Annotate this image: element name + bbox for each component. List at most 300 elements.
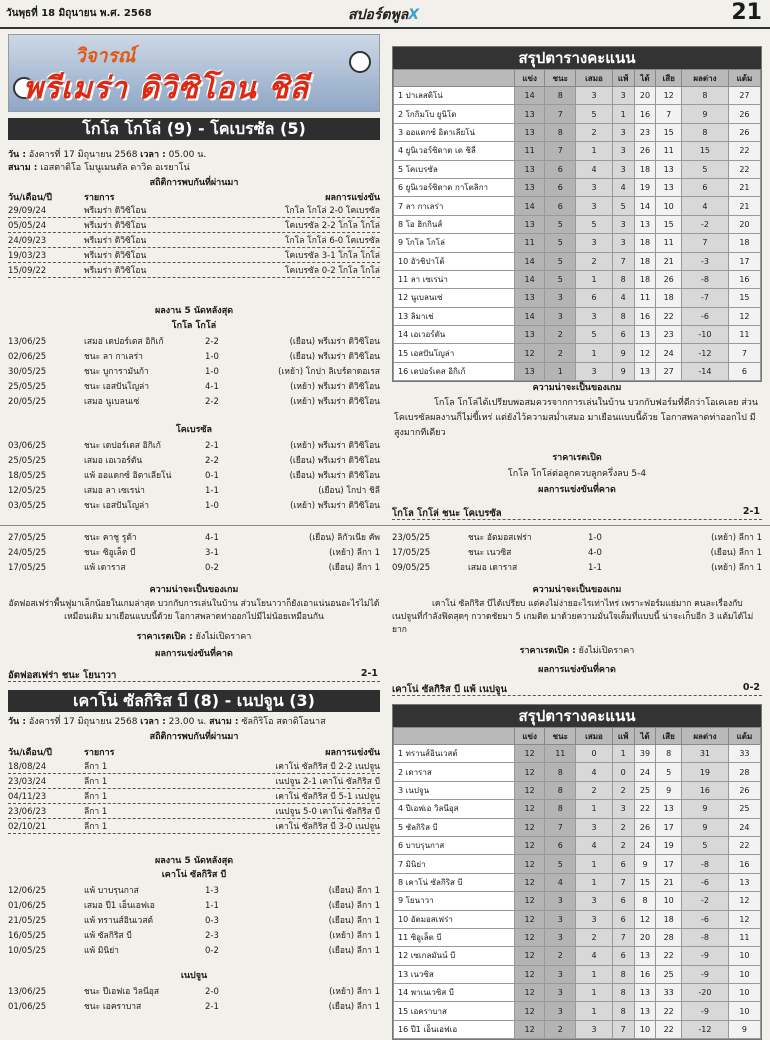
stat-cell: 12: [728, 307, 760, 325]
prev-predictionA: อัตฟอสเฟร่า ชนะ โยนาวา 2-1: [8, 668, 378, 681]
form-venue: (เยือน) ลีกา 1: [328, 563, 380, 573]
col-header: ชนะ: [545, 70, 576, 87]
prev-analysisA-title: ความน่าจะเป็นของเกม: [149, 585, 239, 595]
form-row: [392, 532, 762, 545]
stat-cell: 25: [656, 965, 682, 983]
form-date: 23/05/25: [392, 533, 431, 543]
standings-header-row: [394, 70, 761, 87]
stat-cell: 7: [682, 234, 729, 252]
stat-cell: 2: [545, 1020, 576, 1038]
stat-cell: 8: [612, 984, 634, 1002]
stat-cell: -3: [682, 252, 729, 270]
team-name: 12 นูเบลนเซ่: [394, 289, 515, 307]
prev-analysisA: อัตฟอสเฟร่าพื้นฟูมาเล็กน้อยในเกมล่าสุด บวกกับการเล่นในบ้าน ส่วนโยนาวาก็ยังเอาแน่นอนอะไรไม่ได้เหมือนเดิม มาเยือนแบบนี้ด้วย โอกาสพลาดท่าออกไปมีไม่น้อยเหมือนกัน: [8, 599, 380, 622]
header-divider: [0, 27, 770, 29]
stat-cell: 2: [612, 836, 634, 854]
h2h-competition: ลีกา 1: [84, 762, 108, 772]
match1-pred-title: ผลการแข่งขันที่คาด: [538, 485, 616, 495]
col-header: ได้: [634, 728, 656, 745]
form-date: 16/05/25: [8, 931, 47, 941]
col-header: แพ้: [612, 70, 634, 87]
standings-row: [394, 87, 761, 105]
form-opponent: ชนะ คาชู รูต้า: [84, 533, 137, 543]
h2h-result: เคาโน่ ซัลกิริส บี 3-0 เนปจูน: [275, 822, 380, 832]
stat-cell: 12: [515, 984, 545, 1002]
match1-title: โกโล โกโล่ (9) - โคเบรซัล (5): [8, 118, 380, 140]
stat-cell: 7: [545, 105, 576, 123]
prev-predictionB: เคาโน่ ซัลกิริส บี แพ้ เนปจูน 0-2: [392, 682, 760, 695]
stat-cell: 3: [545, 1002, 576, 1020]
form-score: 2-2: [205, 397, 219, 407]
stat-cell: 8: [545, 123, 576, 141]
standings-grid: [393, 727, 761, 1039]
stat-cell: 0: [576, 745, 612, 763]
team-name: 4 ยูนิเวอร์ซิดาด เด ชิลี: [394, 142, 515, 160]
stat-cell: 3: [545, 910, 576, 928]
form-date: 13/06/25: [8, 987, 47, 997]
col-header: แพ้: [612, 728, 634, 745]
team-name: 15 เอคราบาส: [394, 1002, 515, 1020]
form-score: 4-0: [588, 548, 602, 558]
standings-row: [394, 855, 761, 873]
stat-cell: 1: [545, 362, 576, 380]
form-opponent: เสมอ ปี1 เอ็นเอฟเอ: [84, 901, 155, 911]
form-score: 0-2: [205, 563, 219, 573]
stat-cell: 20: [728, 215, 760, 233]
stat-cell: 10: [656, 197, 682, 215]
h2h-row: [8, 220, 380, 233]
stat-cell: 8: [612, 965, 634, 983]
form-row: [8, 945, 380, 958]
team-col-header: [394, 70, 515, 87]
stat-cell: 13: [634, 215, 656, 233]
h2h-competition: พรีเมร่า ดิวิซิโอน: [84, 251, 147, 261]
standings-table-lithuania: [392, 704, 762, 1040]
stat-cell: 18: [634, 160, 656, 178]
stat-cell: 17: [728, 252, 760, 270]
stat-cell: 18: [656, 289, 682, 307]
team-name: 5 โคเบรซัล: [394, 160, 515, 178]
stat-cell: 16: [634, 307, 656, 325]
form-venue: (เหย้า) ลีกา 1: [329, 931, 380, 941]
stat-cell: 9: [682, 818, 729, 836]
stat-cell: 13: [515, 289, 545, 307]
stat-cell: 22: [656, 1020, 682, 1038]
stat-cell: 3: [545, 928, 576, 946]
h2h-row: [8, 776, 380, 789]
stat-cell: 8: [545, 87, 576, 105]
form-opponent: แพ้ บาบรุนกาส: [84, 886, 139, 896]
stat-cell: 26: [728, 781, 760, 799]
stat-cell: 14: [515, 270, 545, 288]
col-header: แข่ง: [515, 728, 545, 745]
form-opponent: ชนะ ปีเอฟเอ วิลนีอุส: [84, 987, 160, 997]
h2h-competition: ลีกา 1: [84, 822, 108, 832]
stat-cell: 12: [515, 965, 545, 983]
stat-cell: 1: [576, 873, 612, 891]
stat-cell: 12: [515, 910, 545, 928]
form-venue: (เหย้า) พรีเมร่า ดิวิซิโอน: [290, 397, 380, 407]
form-score: 4-1: [205, 533, 219, 543]
form-opponent: แพ้ ออแดกซ์ อิตาเลียโน่: [84, 471, 172, 481]
stat-cell: 3: [576, 818, 612, 836]
form-opponent: ชนะ เดปอร์เตส อิกิเก้: [84, 441, 161, 451]
stat-cell: 22: [656, 1002, 682, 1020]
magazine-logo: สปอร์ตพูลX: [348, 7, 420, 23]
stat-cell: 6: [612, 855, 634, 873]
form-venue: (เหย้า) พรีเมร่า ดิวิซิโอน: [290, 382, 380, 392]
form-date: 27/05/25: [8, 533, 47, 543]
col-header: ชนะ: [545, 728, 576, 745]
prev-analysisB-title: ความน่าจะเป็นของเกม: [532, 585, 622, 595]
form-row: [8, 915, 380, 928]
stat-cell: 9: [612, 362, 634, 380]
stat-cell: 1: [576, 855, 612, 873]
stat-cell: 18: [634, 270, 656, 288]
form-opponent: ชนะ เนวซิส: [468, 548, 512, 558]
match2-h2h-header: วัน/เดือน/ปี รายการ ผลการแข่งขัน: [8, 748, 380, 758]
form-row: [8, 336, 380, 349]
form-opponent: ชนะ เอสปันโญล่า: [84, 501, 150, 511]
stat-cell: 6: [728, 362, 760, 380]
h2h-date: 29/09/24: [8, 206, 47, 216]
form-row: [8, 485, 380, 498]
stat-cell: -9: [682, 947, 729, 965]
h2h-date: 23/03/24: [8, 777, 47, 787]
stat-cell: 5: [576, 326, 612, 344]
stat-cell: 6: [545, 178, 576, 196]
stat-cell: 4: [576, 763, 612, 781]
form-row: [8, 500, 380, 513]
stat-cell: 13: [515, 215, 545, 233]
col-header: เสมอ: [576, 728, 612, 745]
form-date: 13/06/25: [8, 337, 47, 347]
stat-cell: 6: [545, 160, 576, 178]
stat-cell: 24: [634, 836, 656, 854]
form-opponent: ชนะ ซิอูเล็ต บี: [84, 548, 136, 558]
standings-row: [394, 873, 761, 891]
stat-cell: 2: [576, 123, 612, 141]
stat-cell: 3: [545, 892, 576, 910]
team-name: 10 อัวชิปาโต้: [394, 252, 515, 270]
team-col-header: [394, 728, 515, 745]
stat-cell: 3: [612, 87, 634, 105]
stat-cell: 5: [545, 855, 576, 873]
stat-cell: 9: [682, 800, 729, 818]
stat-cell: 2: [612, 818, 634, 836]
stat-cell: 12: [515, 855, 545, 873]
stat-cell: 20: [634, 87, 656, 105]
form-row: [8, 547, 380, 560]
page-date: วันพุธที่ 18 มิถุนายน พ.ศ. 2568: [6, 8, 152, 19]
match2-teamB-label: เนปจูน: [180, 971, 208, 981]
stat-cell: 31: [682, 745, 729, 763]
stat-cell: 5: [576, 105, 612, 123]
standings-row: [394, 984, 761, 1002]
form-venue: (เยือน) โกปา ชิลี: [318, 486, 380, 496]
team-name: 4 ปีเอฟเอ วิลนีอุส: [394, 800, 515, 818]
stat-cell: 12: [728, 892, 760, 910]
stat-cell: -9: [682, 1002, 729, 1020]
stat-cell: 5: [682, 160, 729, 178]
h2h-result: โกโล โกโล่ 2-0 โคเบรซัล: [284, 206, 380, 216]
stat-cell: 12: [515, 836, 545, 854]
form-venue: (เหย้า) พรีเมร่า ดิวิซิโอน: [290, 441, 380, 451]
stat-cell: 21: [656, 252, 682, 270]
form-opponent: เสมอ เดาราส: [468, 563, 518, 573]
standings-row: [394, 178, 761, 196]
h2h-competition: พรีเมร่า ดิวิซิโอน: [84, 266, 147, 276]
stat-cell: 18: [634, 234, 656, 252]
form-venue: (เหย้า) ลีกา 1: [711, 563, 762, 573]
team-name: 2 โกกิมโบ ยูนิโด: [394, 105, 515, 123]
form-opponent: แพ้ ทรานส์อินเวสต์: [84, 916, 154, 926]
stat-cell: 11: [515, 142, 545, 160]
h2h-row: [8, 791, 380, 804]
form-venue: (เยือน) ลีกา 1: [710, 548, 762, 558]
stat-cell: 9: [728, 1020, 760, 1038]
form-date: 10/05/25: [8, 946, 47, 956]
team-name: 1 ปาเลสติโน่: [394, 87, 515, 105]
stat-cell: 1: [612, 105, 634, 123]
team-name: 3 เนปจูน: [394, 781, 515, 799]
league-banner: [8, 34, 380, 112]
stat-cell: 0: [612, 763, 634, 781]
stat-cell: 3: [545, 984, 576, 1002]
stat-cell: 18: [656, 910, 682, 928]
form-row: [8, 885, 380, 898]
stat-cell: 11: [634, 289, 656, 307]
match1-odds-title: ราคาเรตเปิด: [552, 453, 602, 463]
form-date: 01/06/25: [8, 1002, 47, 1012]
stat-cell: 6: [545, 836, 576, 854]
form-venue: (เยือน) พรีเมร่า ดิวิซิโอน: [289, 456, 380, 466]
stat-cell: 19: [656, 836, 682, 854]
stat-cell: 12: [515, 928, 545, 946]
prev-analysisB: เคาโน่ ซัลกิริส บีได้เปรียบ แต่คงไม่ง่ายอะไรเท่าไหร่ เพราะฟอร์มแย่มาก คนละเรื่องกับเนปจูนที่กำลังฟิตสุดๆ กวาดชัยมา 5 เกมติด มาด้วยความมั่นใจเต็มที่แบบนี้ น่าจะเก็บอีก 3 แต้มได้ไม่ยาก: [392, 599, 754, 635]
stat-cell: 24: [728, 818, 760, 836]
form-row: [392, 547, 762, 560]
standings-row: [394, 818, 761, 836]
stat-cell: 1: [576, 270, 612, 288]
stat-cell: 13: [515, 362, 545, 380]
stat-cell: 13: [515, 105, 545, 123]
form-date: 18/05/25: [8, 471, 47, 481]
team-name: 11 ลา เซเรน่า: [394, 270, 515, 288]
stat-cell: 13: [634, 947, 656, 965]
form-date: 02/06/25: [8, 352, 47, 362]
stat-cell: 2: [612, 781, 634, 799]
banner-title: พรีเมร่า ดิวิซิโอน ชิลี: [23, 71, 309, 106]
team-name: 14 เอเวอร์ตัน: [394, 326, 515, 344]
h2h-competition: พรีเมร่า ดิวิซิโอน: [84, 206, 147, 216]
form-date: 25/05/25: [8, 382, 47, 392]
stat-cell: 9: [612, 344, 634, 362]
h2h-row: [8, 761, 380, 774]
team-name: 15 เอสปันโญล่า: [394, 344, 515, 362]
stat-cell: -9: [682, 965, 729, 983]
stat-cell: -12: [682, 1020, 729, 1038]
stat-cell: 22: [656, 947, 682, 965]
standings-row: [394, 745, 761, 763]
stat-cell: 1: [576, 142, 612, 160]
standings-row: [394, 1020, 761, 1038]
h2h-row: [8, 235, 380, 248]
stat-cell: 26: [634, 818, 656, 836]
stat-cell: 27: [728, 87, 760, 105]
stat-cell: -8: [682, 855, 729, 873]
stat-cell: 13: [634, 326, 656, 344]
h2h-result: โคเบรซัล 0-2 โกโล โกโล่: [284, 266, 380, 276]
stat-cell: 22: [728, 836, 760, 854]
h2h-date: 04/11/23: [8, 792, 47, 802]
stat-cell: 4: [612, 178, 634, 196]
standings-row: [394, 362, 761, 380]
form-score: 2-3: [205, 931, 219, 941]
stat-cell: 12: [634, 910, 656, 928]
team-name: 6 ยูนิเวอร์ซิดาด กาโตลิกา: [394, 178, 515, 196]
stat-cell: 3: [612, 215, 634, 233]
stat-cell: 12: [515, 1002, 545, 1020]
h2h-row: [8, 205, 380, 218]
section-divider: [0, 525, 770, 526]
match2-teamA-label: เคาโน่ ซัลกิริส บี: [161, 870, 227, 880]
stat-cell: 3: [576, 362, 612, 380]
team-name: 2 เดาราส: [394, 763, 515, 781]
standings-row: [394, 307, 761, 325]
team-name: 5 ซัลกิริส บี: [394, 818, 515, 836]
h2h-row: [8, 821, 380, 834]
stat-cell: 15: [728, 289, 760, 307]
standings-row: [394, 123, 761, 141]
football-icon: [349, 51, 371, 73]
stat-cell: 13: [515, 326, 545, 344]
stat-cell: 24: [634, 763, 656, 781]
form-row: [8, 986, 380, 999]
stat-cell: 17: [656, 855, 682, 873]
standings-row: [394, 763, 761, 781]
stat-cell: 12: [728, 910, 760, 928]
form-opponent: ชนะ บูการามันก้า: [84, 367, 149, 377]
stat-cell: 7: [545, 818, 576, 836]
h2h-result: โคเบรซัล 3-1 โกโล โกโล่: [284, 251, 380, 261]
stat-cell: 4: [545, 873, 576, 891]
stat-cell: 12: [515, 344, 545, 362]
stat-cell: 7: [545, 142, 576, 160]
stat-cell: 3: [612, 234, 634, 252]
stat-cell: 3: [576, 1020, 612, 1038]
stat-cell: -12: [682, 344, 729, 362]
h2h-result: โกโล โกโล่ 6-0 โคเบรซัล: [284, 236, 380, 246]
standings-row: [394, 234, 761, 252]
team-name: 13 ลิมาเช่: [394, 307, 515, 325]
stat-cell: 16: [728, 855, 760, 873]
stat-cell: 15: [634, 873, 656, 891]
team-name: 16 เดปอร์เตส อิกิเก้: [394, 362, 515, 380]
stat-cell: 10: [728, 984, 760, 1002]
stat-cell: 2: [545, 344, 576, 362]
prev-predB-title: ผลการแข่งขันที่คาด: [538, 665, 616, 675]
stat-cell: 12: [515, 947, 545, 965]
match2-last5-title: ผลงาน 5 นัดหลังสุด: [154, 856, 234, 866]
stat-cell: 18: [728, 234, 760, 252]
form-venue: (เหย้า) พรีเมร่า ดิวิซิโอน: [290, 501, 380, 511]
stat-cell: 11: [728, 928, 760, 946]
h2h-result: เนปจูน 5-0 เคาโน่ ซัลกิริส บี: [275, 807, 380, 817]
stat-cell: 7: [728, 344, 760, 362]
stat-cell: 3: [612, 142, 634, 160]
team-name: 13 เนวซิส: [394, 965, 515, 983]
h2h-competition: ลีกา 1: [84, 777, 108, 787]
stat-cell: -6: [682, 910, 729, 928]
form-row: [8, 562, 380, 575]
team-name: 8 เคาโน่ ซัลกิริส บี: [394, 873, 515, 891]
stat-cell: 12: [515, 763, 545, 781]
stat-cell: 5: [656, 763, 682, 781]
stat-cell: 4: [682, 197, 729, 215]
form-date: 24/05/25: [8, 548, 47, 558]
stat-cell: 1: [576, 1002, 612, 1020]
stat-cell: 14: [515, 252, 545, 270]
stat-cell: 8: [612, 1002, 634, 1020]
stat-cell: 8: [545, 763, 576, 781]
stat-cell: 3: [576, 892, 612, 910]
form-date: 01/06/25: [8, 901, 47, 911]
form-row: [8, 470, 380, 483]
team-name: 12 เซเกลมันน์ บี: [394, 947, 515, 965]
stat-cell: 12: [515, 781, 545, 799]
form-venue: (เยือน) พรีเมร่า ดิวิซิโอน: [289, 352, 380, 362]
stat-cell: 3: [576, 197, 612, 215]
stat-cell: 10: [728, 1002, 760, 1020]
form-venue: (เยือน) พรีเมร่า ดิวิซิโอน: [289, 337, 380, 347]
stat-cell: 21: [728, 178, 760, 196]
col-header: แข่ง: [515, 70, 545, 87]
form-opponent: แพ้ เดาราส: [84, 563, 126, 573]
team-name: 9 โยนาวา: [394, 892, 515, 910]
standings-row: [394, 197, 761, 215]
stat-cell: -6: [682, 873, 729, 891]
stat-cell: 28: [728, 763, 760, 781]
stat-cell: 5: [682, 836, 729, 854]
match1-teamB-label: โคเบรซัล: [175, 425, 213, 435]
col-header: เสีย: [656, 70, 682, 87]
form-venue: (เยือน) ลีกา 1: [328, 946, 380, 956]
form-row: [8, 900, 380, 913]
stat-cell: 13: [515, 123, 545, 141]
match2-datetime: วัน : อังคารที่ 17 มิถุนายน 2568 เวลา : 23.00 น. สนาม : ซัลกิริโอ สตาดิโอนาส: [8, 717, 326, 727]
stat-cell: 12: [634, 344, 656, 362]
prev-predA-title: ผลการแข่งขันที่คาด: [155, 649, 233, 659]
stat-cell: 6: [612, 892, 634, 910]
form-row: [392, 562, 762, 575]
form-score: 2-2: [205, 337, 219, 347]
stat-cell: 10: [728, 947, 760, 965]
stat-cell: 1: [576, 800, 612, 818]
form-score: 1-1: [205, 486, 219, 496]
form-opponent: ชนะ เอคราบาส: [84, 1002, 142, 1012]
match1-datetime: วัน : อังคารที่ 17 มิถุนายน 2568 เวลา : 05.00 น.: [8, 150, 207, 160]
match1-analysis-title: ความน่าจะเป็นของเกม: [532, 383, 622, 393]
standings-row: [394, 160, 761, 178]
stat-cell: 3: [612, 800, 634, 818]
stat-cell: 11: [728, 326, 760, 344]
standings-title: สรุปตารางคะแนน: [393, 705, 761, 727]
stat-cell: 4: [576, 836, 612, 854]
team-name: 3 ออแดกซ์ อิตาเลียโน่: [394, 123, 515, 141]
form-score: 1-3: [205, 886, 219, 896]
standings-header-row: [394, 728, 761, 745]
